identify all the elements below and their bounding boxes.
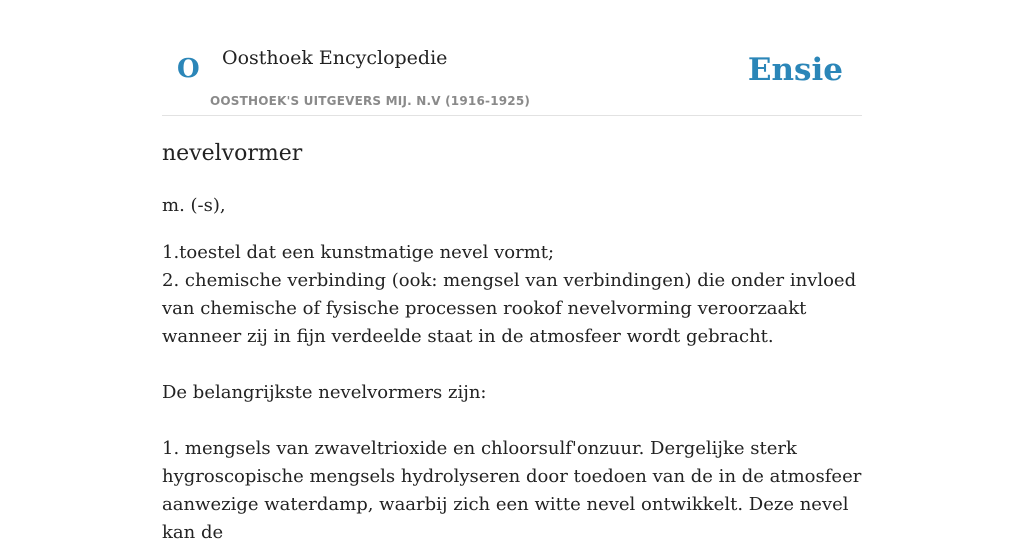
publisher-subtitle: OOSTHOEK'S UITGEVERS MIJ. N.V (1916-1925)	[210, 94, 531, 108]
entry-title: nevelvormer	[162, 141, 303, 166]
definition-2: 2. chemische verbinding (ook: mengsel van verbindingen) die onder invloed van chemische of fysische processen rookof nevelvorming veroorzaakt wanneer zij in fijn verdeelde staat in de atmosfeer wordt gebracht.	[162, 270, 857, 347]
ensie-brand-link[interactable]: Ensie	[747, 52, 843, 88]
site-title-link[interactable]: Oosthoek Encyclopedie	[222, 47, 448, 69]
entry-grammar: m. (-s),	[162, 195, 226, 216]
intro-paragraph: De belangrijkste nevelvormers zijn:	[162, 382, 487, 403]
entry-body	[162, 192, 862, 547]
site-logo[interactable]: O	[177, 54, 200, 84]
paragraph-gap	[162, 351, 862, 379]
paragraph-gap	[162, 407, 862, 435]
definition-1: 1.toestel dat een kunstmatige nevel vormt;	[162, 242, 555, 263]
site-header	[162, 0, 862, 116]
list-item-1: 1. mengsels van zwaveltrioxide en chloorsulf'onzuur. Dergelijke sterk hygroscopische mengsels hydrolyseren door toedoen van de in de atmosfeer aanwezige waterdamp, waarbij zich een witte nevel ontwikkelt. Deze nevel kan de	[162, 438, 862, 543]
page-container	[162, 0, 862, 543]
